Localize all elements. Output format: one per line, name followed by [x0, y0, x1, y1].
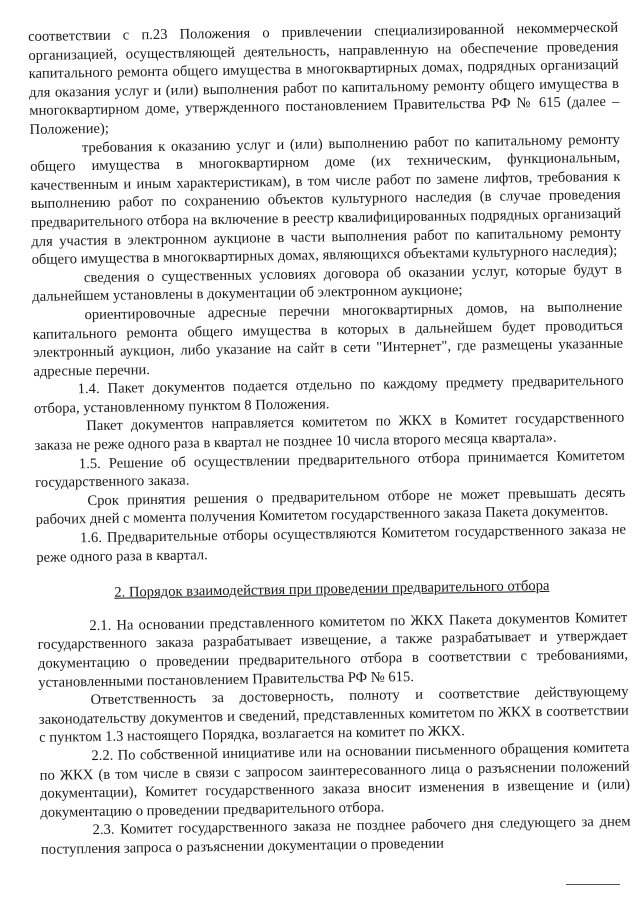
paragraph-clause-1-5: 1.5. Решение об осуществлении предварительного отбора принимается Комитетом государственного заказа.	[35, 447, 625, 492]
paragraph-clause-2-2: 2.2. По собственной инициативе или на основании письменного обращения комитета по ЖКХ (в том числе в связи с запросом заинтересованного лица о разъяснении положений документации), Комитет государственного заказа вносит изменения в извещение и (или) документацию о проведении предварительного отбора.	[39, 739, 631, 821]
paragraph-package-submission: Пакет документов направляется комитетом по ЖКХ в Комитет государственного заказа не реже одного раза в квартал не позднее 10 числа второго месяца квартала».	[34, 410, 625, 455]
paragraph-responsibility: Ответственность за достоверность, полноту и соответствие действующему законодательству документов и сведений, представленных комитетом по ЖКХ в соответствии с пунктом 1.3 настоящего Порядка, возлагается на комитет по ЖКХ.	[38, 683, 629, 747]
paragraph-clause-2-3: 2.3. Комитет государственного заказа не позднее рабочего дня следующего за днем поступления запроса о разъяснении документации о проведении	[40, 813, 631, 858]
paragraph-decision-deadline: Срок принятия решения о предварительном отборе не может превышать десять рабочих дней с момента получения Комитетом государственного заказа Пакета документов.	[35, 484, 626, 529]
paragraph-service-requirements: требования к оказанию услуг и (или) выполнению работ по капитальному ремонту общего имущества в многоквартирном доме (их техническим, функциональным, качественным и иным характеристикам), в том числе работ по замене лифтов, требования к выполнению работ по сохранению объектов культурного наследия (в случае проведения предварительного отбора на включение в реестр квалифицированных подрядных организаций для участия в электронном аукционе в части выполнения работ по капитальному ремонту общего имущества в многоквартирных домах, являющихся объектами культурного наследия);	[30, 131, 622, 269]
section-heading	[37, 576, 627, 604]
paragraph-clause-1-4: 1.4. Пакет документов подается отдельно по каждому предмету предварительного отбора, установленному пунктом 8 Положения.	[33, 372, 624, 417]
paragraph-clause-2-1: 2.1. На основании представленного комитетом по ЖКХ Пакета документов Комитет государственного заказа разрабатывает извещение, а также разрабатывает и утверждает документацию о проведении предварительного отбора в соответствии с требованиями, установленными постановлением Правительства РФ № 615.	[37, 609, 629, 691]
footnote-rule	[566, 884, 620, 885]
paragraph-clause-1-6: 1.6. Предварительные отборы осуществляются Комитетом государственного заказа не реже одного раза в квартал.	[36, 521, 627, 566]
document-page	[28, 19, 631, 860]
paragraph-address-lists: ориентировочные адресные перечни многоквартирных домов, на выполнение капитального ремонта общего имущества в которых в дальнейшем будет проводиться электронный аукцион, либо указание на сайт в сети "Интернет", где размещены указанные адресные перечни.	[32, 298, 624, 380]
paragraph-contract-conditions: сведения о существенных условиях договора об оказании услуг, которые будут в дальнейшем установлены в документации об электронном аукционе;	[32, 261, 622, 306]
paragraph-clause-23-reference: соответствии с п.23 Положения о привлечении специализированной некоммерческой организацией, осуществляющей деятельность, направленную на обеспечение проведения капитального ремонта общего имущества в многоквартирных домах, подрядных организаций для оказания услуг и (или) выполнения работ по капитальному ремонту общего имущества в многоквартирном доме, утвержденного постановлением Правительства РФ № 615 (далее – Положение);	[28, 19, 620, 138]
section-heading-text: 2. Порядок взаимодействия при проведении предварительного отбора	[114, 578, 550, 601]
